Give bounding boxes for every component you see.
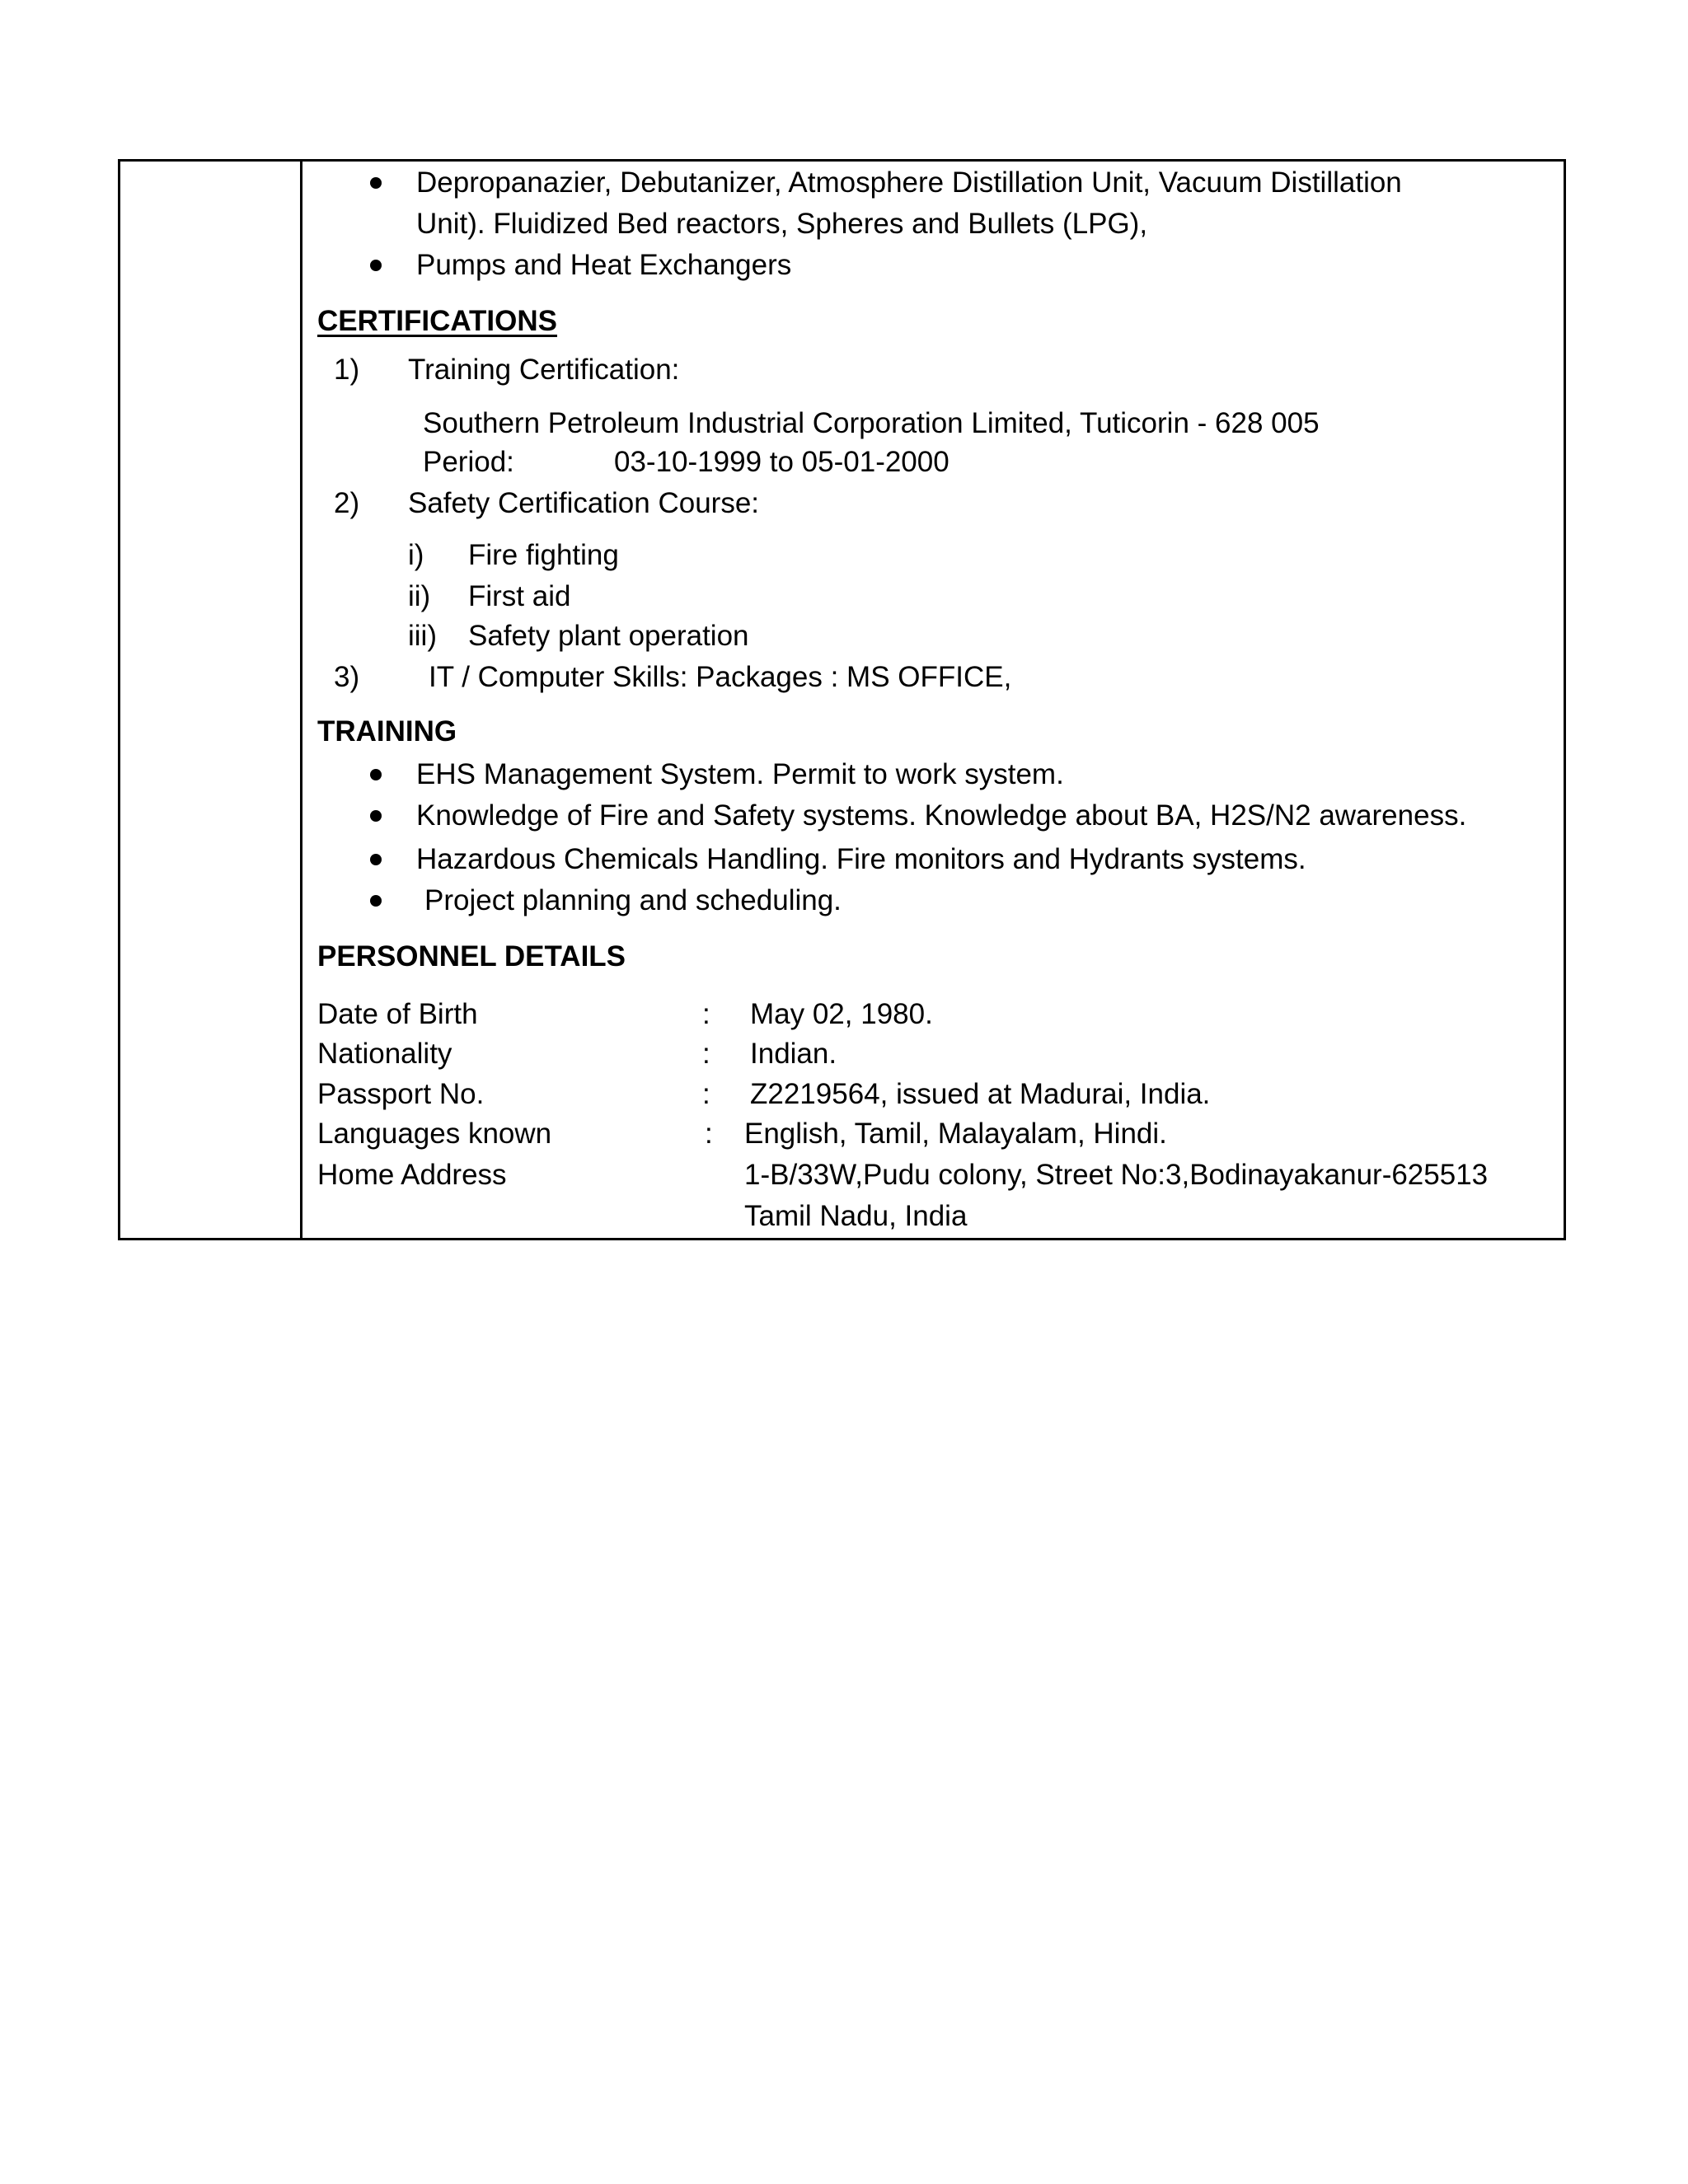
sub-item-number: ii) xyxy=(408,580,431,612)
column-divider xyxy=(300,159,302,1240)
training-bullet-fire-safety: Knowledge of Fire and Safety systems. Knowledge about BA, H2S/N2 awareness. xyxy=(416,799,1467,832)
sub-item-number: i) xyxy=(408,539,424,571)
training-bullet-hazardous: Hazardous Chemicals Handling. Fire monitors and Hydrants systems. xyxy=(416,843,1306,875)
sub-item-fire-fighting: Fire fighting xyxy=(468,539,619,571)
detail-label-passport: Passport No. xyxy=(317,1078,485,1110)
bullet-pumps: Pumps and Heat Exchangers xyxy=(416,249,792,281)
cert-item-number: 2) xyxy=(334,487,360,519)
sub-item-safety-plant: Safety plant operation xyxy=(468,620,749,652)
detail-sep: : xyxy=(702,998,710,1030)
detail-value-nationality: Indian. xyxy=(750,1038,837,1070)
cert-safety-title: Safety Certification Course: xyxy=(408,487,760,519)
cert-period-value: 03-10-1999 to 05-01-2000 xyxy=(614,446,950,478)
bullet-distillation-units: Depropanazier, Debutanizer, Atmosphere Distillation Unit, Vacuum Distillation xyxy=(416,166,1402,199)
detail-value-passport: Z2219564, issued at Madurai, India. xyxy=(750,1078,1211,1110)
bullet-dot xyxy=(370,810,382,822)
cert-training-title: Training Certification: xyxy=(408,354,680,386)
detail-label-languages: Languages known xyxy=(317,1118,552,1150)
cert-it-skills: IT / Computer Skills: Packages : MS OFFICE, xyxy=(429,661,1012,693)
training-bullet-ehs: EHS Management System. Permit to work system. xyxy=(416,758,1064,790)
cert-item-number: 3) xyxy=(334,661,360,693)
training-bullet-planning: Project planning and scheduling. xyxy=(424,884,842,916)
bullet-continuation: Unit). Fluidized Bed reactors, Spheres and Bullets (LPG), xyxy=(416,208,1148,240)
detail-sep: : xyxy=(705,1118,713,1150)
cert-period-label: Period: xyxy=(423,446,514,478)
detail-sep: : xyxy=(702,1078,710,1110)
sub-item-number: iii) xyxy=(408,620,437,652)
detail-label-nationality: Nationality xyxy=(317,1038,452,1070)
certifications-heading: CERTIFICATIONS xyxy=(317,305,558,337)
bullet-dot xyxy=(370,854,382,865)
bullet-dot xyxy=(370,177,382,189)
detail-value-dob: May 02, 1980. xyxy=(750,998,933,1030)
detail-label-address: Home Address xyxy=(317,1159,507,1191)
cert-item-number: 1) xyxy=(334,354,360,386)
bullet-dot xyxy=(370,895,382,907)
cert-training-org: Southern Petroleum Industrial Corporation Limited, Tuticorin - 628 005 xyxy=(423,407,1320,439)
personnel-heading: PERSONNEL DETAILS xyxy=(317,940,626,972)
bullet-dot xyxy=(370,769,382,780)
sub-item-first-aid: First aid xyxy=(468,580,571,612)
detail-value-address-line2: Tamil Nadu, India xyxy=(744,1200,968,1232)
detail-label-dob: Date of Birth xyxy=(317,998,478,1030)
bullet-dot xyxy=(370,260,382,271)
detail-value-address: 1-B/33W,Pudu colony, Street No:3,Bodinayakanur-625513 xyxy=(744,1159,1489,1191)
training-heading: TRAINING xyxy=(317,715,457,748)
detail-sep: : xyxy=(702,1038,710,1070)
detail-value-languages: English, Tamil, Malayalam, Hindi. xyxy=(744,1118,1167,1150)
